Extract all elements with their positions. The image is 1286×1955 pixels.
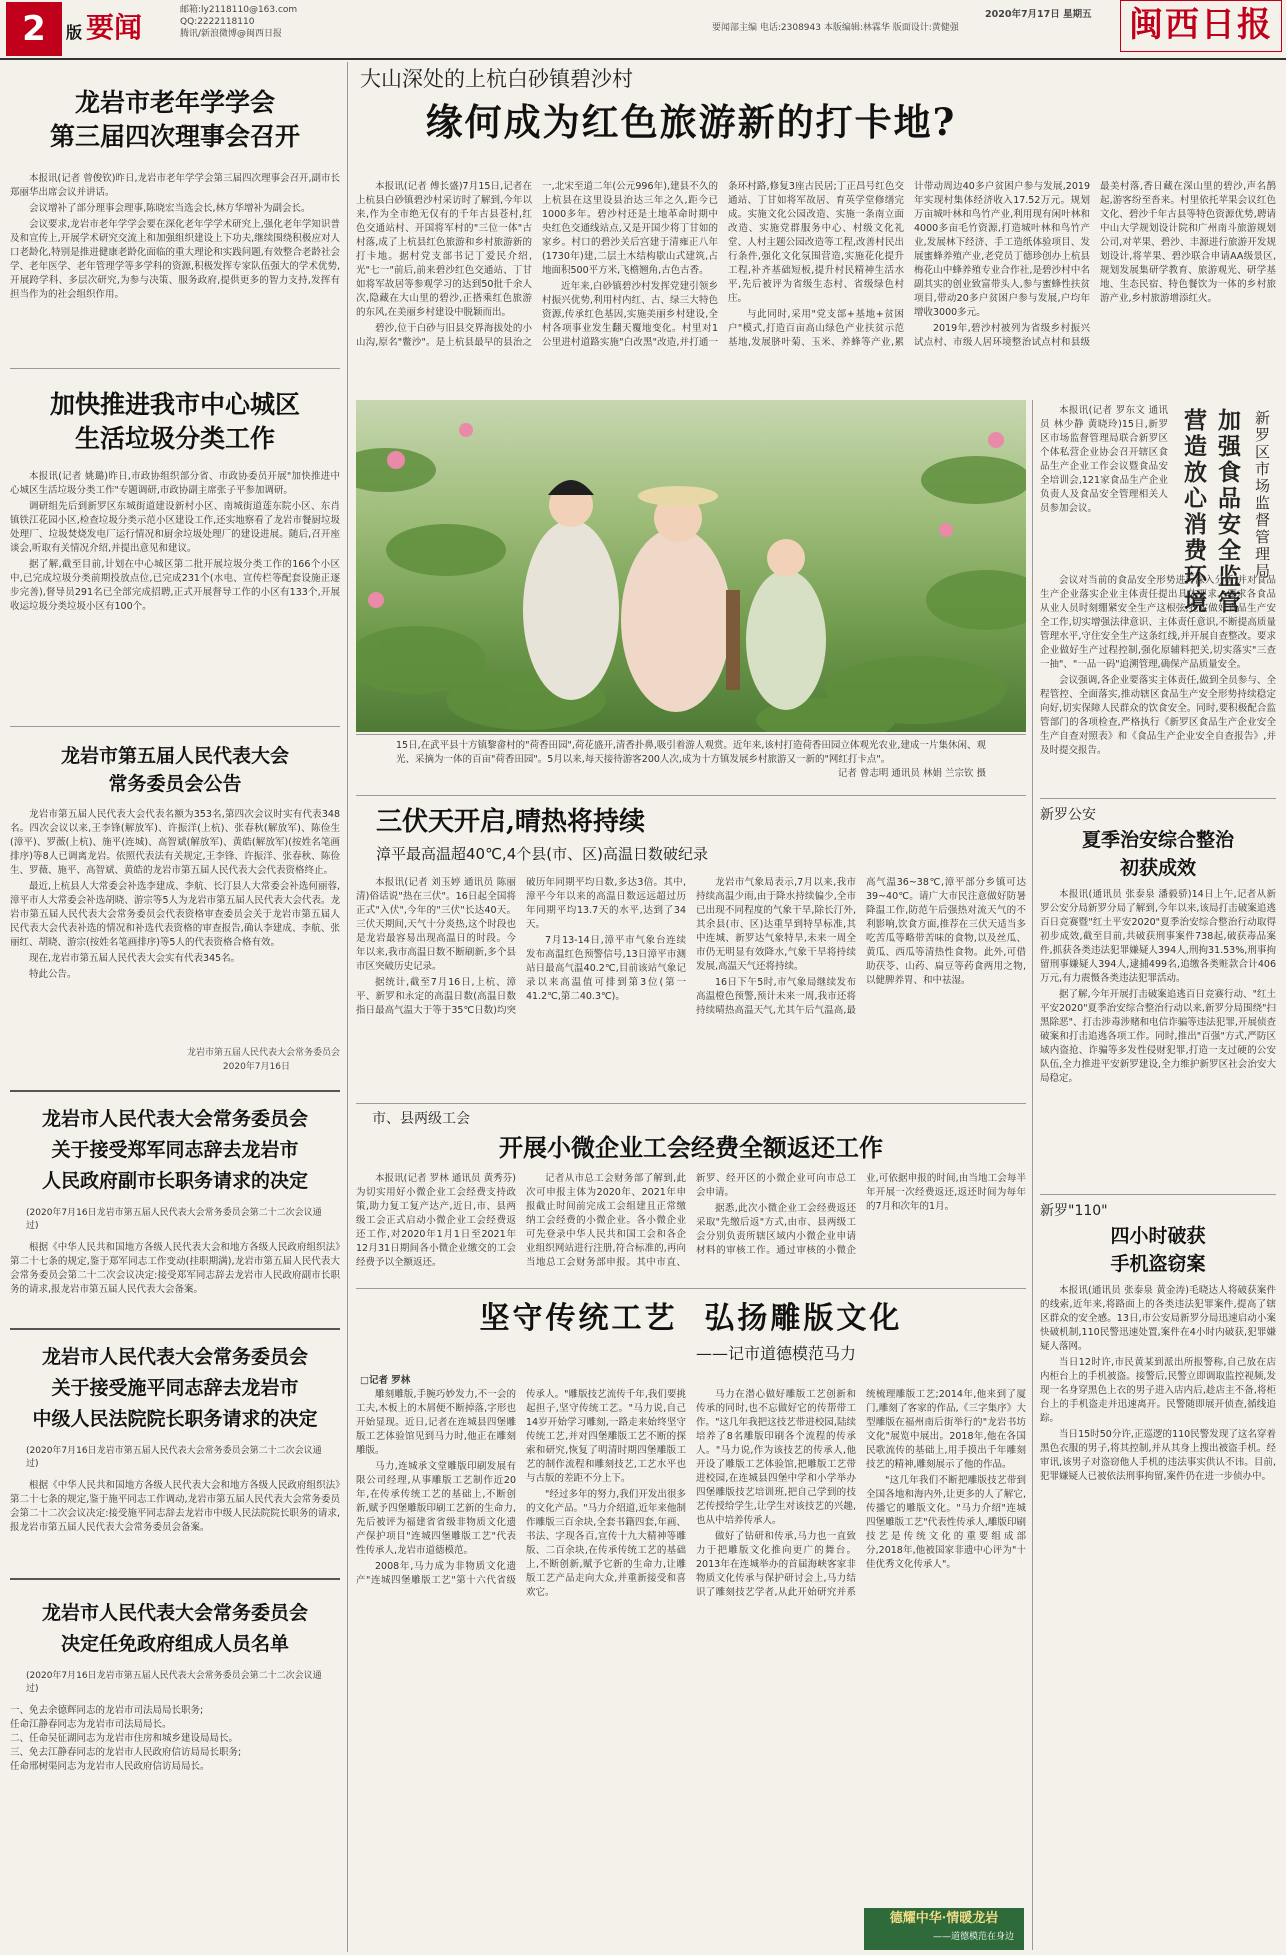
column-divider-left: [347, 62, 348, 1952]
decision1-passed: (2020年7月16日龙岩市第五届人民代表大会常务委员会第二十二次会议通过): [26, 1208, 322, 1231]
section-title: 要闻: [86, 11, 143, 44]
article-phone: [1040, 1200, 1276, 1924]
announcement-date: 2020年7月16日: [222, 1062, 290, 1072]
headline-garbage-2: 生活垃圾分类工作: [74, 424, 275, 453]
divider: [10, 368, 340, 369]
article-elderly: [10, 64, 340, 380]
column-divider-right: [1032, 400, 1033, 1950]
article-security: [1040, 804, 1276, 1192]
decision3-passed: (2020年7月16日龙岩市第五届人民代表大会常务委员会第二十二次会议通过): [26, 1671, 322, 1694]
paragraph: "这几年我们不断把雕版技艺带到全国各地和海内外,让更多的人了解它,传播它的雕版文化。"马力介绍"连城四堡雕版工艺"代表性传承人,雕版印刷技艺是传统文化的重要组成部分,2018年,他被国家非遗中心评为"十佳优秀文化传承人"。: [866, 1475, 1026, 1570]
paragraph: 龙岩市气象局表示,7月以来,我市持续高温少雨,由于降水持续偏少,全市已出现不同程度的气象干旱,除长汀外,其余县(市、区)达重旱到特旱标准,其中连城、新罗达气象特旱,未来一周全市仍无明显有效降水,气象干旱将持续发展,高温天气还将持续。: [696, 877, 856, 972]
header-rule: [0, 58, 1286, 60]
paragraph: 本报讯(记者 姚璐)昨日,市政协组织部分省、市政协委员开展"加快推进中心城区生活垃圾分类工作"专题调研,市政协副主席张子平参加调研。: [10, 471, 340, 496]
list-item: 任命江静春同志为龙岩市司法局局长。: [10, 1719, 172, 1730]
article-union: [356, 1108, 1026, 1166]
headline-decision1-3: 人民政府副市长职务请求的决定: [41, 1170, 308, 1192]
paragraph: 记者从市总工会财务部了解到,此次可申报主体为2020年、2021年申报截止时间前完成工会组建且正常缴纳工会经费的小微企业。各小微企业可先登录中华人民共和国工会和各企业组织网站进行注册,符合标准的,再向当地总工会财务部申报。其中市直、新罗、经开区的小微企业可向市总工会申请。: [526, 1173, 856, 1268]
paragraph: 最近,上杭县人大常委会补选李建成、李航、长汀县人大常委会补选何丽蓉,漳平市人大常委会补选胡晓、游宗等5人为龙岩市第五届人民代表大会代表。龙岩市第五届人民代表大会常务委员会代表资格审查委员会关于龙岩市第五届人民代表大会代表补选的情况和补选代表资格的审查报告,确认李建成、李航、张丽红、胡晓、游宗(按姓名笔画排序)等5人的代表资格合格有效。: [10, 881, 340, 948]
paragraph: 与此同时,采用"党支部+基地+贫困户"模式,打造百亩高山绿色产业扶贫示范基地,发展脐叶菊、玉米、养蜂等产业,累计带动周边40多户贫困户参与发展,2019年实现村集体经济收入17.52万元。规划万亩城叶林和鸟竹产业,利用现有闲叶林和4000多亩毛竹资源,打造城叶林和鸟竹产业,发展林下经济、手工造纸体验项目、发展蜜蜂养殖产业,老党员丁德珍创办上杭县梅花山中蜂养殖专业合作社,是碧沙村中名副其实的创业致富带头人,参与蜜蜂性扶贫项目,带动20多户贫困户参与发展,户均年增收3000多元。: [728, 181, 1090, 348]
caption-text: 15日,在武平县十方镇黎畲村的"荷香田园",荷花盛开,清香扑鼻,吸引着游人观赏。近年来,该村打造荷香田园立体观光农业,建成一片集休闲、观光、采摘为一体的百亩"荷香田园"。5月以来,每天接待游客200人次,成为十方镇发展乡村旅游又一新的"网红打卡点"。: [396, 740, 986, 765]
craft-headline: 坚守传统工艺 弘扬雕版文化: [479, 1301, 903, 1336]
paragraph: 本报讯(记者 刘玉婷 通讯员 陈丽清)俗话说"热在三伏"。16日起全国将正式"入伏",今年的"三伏"长达40天。三伏天期间,天气十分炎热,这个时段也是龙岩最容易出现高温日的时段。今年以来,我市高温日数不断刷新,多个县市区突破历史记录。: [356, 877, 516, 972]
headline-elderly-1: 龙岩市老年学学会: [74, 88, 275, 117]
paragraph: 马力,连城承文堂雕版印刷发展有限公司经理,从事雕版工艺制作近20年,在传承传统工艺的基础上,不断创新,赋予四堡雕版印刷工艺新的生命力,先后被评为福建省省级非物质文化遗产保护项目"连城四堡雕版工艺"代表性传承人,龙岩市道德模范。: [356, 1461, 516, 1556]
page-number: 2: [22, 9, 46, 49]
paragraph: 2019年,碧沙村被列为省级乡村振兴试点村、市级人居环境整治试点村和县级最美村落,香日藏在深山里的碧沙,声名鹊起,游客纷至沓来。村里依托苹果会议红色文化、碧沙千年古县等特色资源优势,聘请中山大学规划设计院和广州南斗旅游规划公司,对苹果、碧沙、丰源进行旅游开发规划设计,将苹果、碧沙联合申请AA级景区,规划发展集研学教育、旅游观光、研学基地、生态民宿、特色餐饮为一体的乡村旅游产业,乡村旅游增添红火。: [914, 181, 1276, 348]
divider: [10, 1578, 340, 1580]
contact-weibo: 腾讯/新浪微博@闽西日报: [180, 29, 283, 39]
paragraph: 据悉,此次小微企业工会经费返还采取"先缴后返"方式,由市、县两级工会分别负责所辖区域内小微企业申请材料的审核工作。通过审核的小微企业,可依据申报的时间,由当地工会每半年开展一次经费返还,返还时间为每年的7月和次年的1月。: [696, 1173, 1026, 1256]
paragraph: 碧沙,位于白砂与旧县交界海拔处的小山沟,原名"鳖沙"。是上杭县最早的县治之一,北宋至道二年(公元996年),建县不久的上杭县在这里设县治达三年之久,距今已1000多年。碧沙村还是土地革命时期中央红色交通线站点,又是开国少将丁甘如的家乡。村口的碧沙关后宫建于清雍正八年(1730年)建,二层土木结构歇山式建筑,占地面积500平方米,飞檐翘角,古色古香。: [356, 181, 718, 348]
security-headline-1: 夏季治安综合整治: [1081, 829, 1234, 851]
paragraph: 会议强调,各企业要落实主体责任,做到全员参与、全程管控、全面落实,推动辖区食品生产安全形势持续稳定向好,切实保障人民群众的饮食安全。同时,要积极配合监管部门的各项检查,严格执行《新罗区食品生产企业安全生产自查对照表》和《食品生产企业安全自查报告》,并及时提交报告。: [1040, 675, 1276, 756]
article-craft: [356, 1296, 1026, 1366]
heat-headline: 三伏天开启,晴热将持续: [376, 807, 646, 837]
headline-decision2-1: 龙岩市人民代表大会常务委员会: [41, 1346, 308, 1368]
editor-meta: 要闻部主编 电话:2308943 本版编辑:林霖华 版面设计:黄健强: [712, 23, 959, 33]
contact-block: [180, 4, 297, 40]
phone-headline-2: 手机盗窃案: [1110, 1253, 1206, 1275]
security-kicker: 新罗公安: [1040, 807, 1096, 823]
craft-body: [356, 1388, 1026, 1908]
paragraph: 7月13-14日,漳平市气象台连续发布高温红色预警信号,13日漳平市测站日最高气温40.2℃,目前该站气象记录以来高温值可排到第3位(第一41.2℃,第二40.3℃)。: [526, 935, 686, 1002]
paragraph: 16日下午5时,市气象局继续发布高温橙色预警,预计未来一周,我市还将持续晴热高温天气,尤其午后气温高,最高气温36~38℃,漳平部分乡镇可达39~40℃。请广大市民注意做好防暑降温工作,防范午后强热对流天气的不利影响,饮食方面,推荐在三伏天适当多吃苦瓜等略带苦味的食物,以及丝瓜、黄瓜、西瓜等清热性食物。此外,可借助茯苓、山药、扁豆等药食两用之物,以健脾养胃、和中祛湿。: [696, 877, 1026, 1016]
article-announcement: [10, 732, 340, 1074]
article-garbage: [10, 372, 340, 728]
masthead-logo: 闽西日报: [1129, 5, 1273, 45]
paragraph: 根据《中华人民共和国地方各级人民代表大会和地方各级人民政府组织法》第二十七条的规定,鉴于施平同志工作调动,龙岩市第五届人民代表大会常务委员会第二十二次会议决定:接受施平同志辞去龙岩市中级人民法院院长职务的请求,报龙岩市第五届人民代表大会常务委员会备案。: [10, 1480, 340, 1533]
paragraph: 会议对当前的食品安全形势进行深入分析,并对食品生产企业落实企业主体责任提出具体要求。要求各食品从业人员时刻绷紧安全生产这根弦,扎实做好食品生产安全工作,切实增强法律意识、主体责任意识,不断提高质量管理水平,守住安全生产这条红线,并开展自查整改。要求企业做好生产过程控制,强化原辅料把关,切实落实"三查一抽"、"一品一码"追溯管理,确保产品质量安全。: [1040, 575, 1276, 670]
paragraph: 会议要求,龙岩市老年学学会要在深化老年学学术研究上,强化老年学知识普及和宣传上,开展学术研究交流上和加强组织建设上下功夫,继续围绕积极应对人口老龄化,特别是推进健康老龄化面临的重大理论和实践问题,有效整合老龄社会学、老年医学、老年管理学等多学科的资源,积极发挥专家队伍强大的学术优势,开展跨学科、多层次研究,为参与决策、服务政府,提供更多的智力支持,发挥有担当作为的社会组织作用。: [10, 219, 340, 300]
article-decision-2: [10, 1334, 340, 1579]
food-headline-2: 营造放心消费环境: [1180, 408, 1207, 616]
food-side-title: 新罗区市场监督管理局: [1253, 410, 1271, 580]
headline-decision2-2: 关于接受施平同志辞去龙岩市: [51, 1377, 299, 1399]
divider: [1040, 798, 1276, 799]
list-item: 一、免去余德辉同志的龙岩市司法局局长职务;: [10, 1705, 204, 1716]
paragraph: 雕刻雕版,手腕巧妙发力,不一会的工夫,木板上的木屑便不断掉落,字形也开始显现。近日,记者在连城县四堡雕版工艺体验馆见到马力时,他正在雕刻雕版。: [356, 1389, 516, 1456]
headline-decision1-2: 关于接受郑军同志辞去龙岩市: [51, 1139, 299, 1161]
page-suffix: 版: [66, 23, 83, 42]
paragraph: 根据《中华人民共和国地方各级人民代表大会和地方各级人民政府组织法》第二十七条的规定,鉴于郑军同志工作变动(挂职期满),龙岩市第五届人民代表大会常务委员会第二十二次会议决定:接受郑军同志辞去龙岩市人民政府副市长职务的请求,报龙岩市第五届人民代表大会备案。: [10, 1242, 340, 1295]
page-number-badge: [6, 2, 62, 56]
divider: [1040, 1194, 1276, 1195]
lotus-scene-illustration: [356, 400, 1026, 732]
paragraph: 当日12时许,市民黄某到派出所报警称,自己放在店内柜台上的手机被盗。接警后,民警立即调取监控视频,发现一名身穿黑色上衣的男子进入店内后,趁店主不备,将柜台上的手机盗走并迅速离开。民警随即展开侦查,循线追踪。: [1040, 1357, 1276, 1424]
union-headline: 开展小微企业工会经费全额返还工作: [499, 1133, 883, 1162]
article-tourism: [356, 62, 1026, 148]
headline-decision1-1: 龙岩市人民代表大会常务委员会: [41, 1108, 308, 1130]
divider: [356, 1103, 1026, 1104]
list-item: 二、任命吴征湖同志为龙岩市住房和城乡建设局局长。: [10, 1733, 239, 1744]
contact-qq: QQ:2222118110: [180, 17, 255, 27]
food-lead: [1040, 404, 1168, 570]
paragraph: 本报讯(记者 傅长盛)7月15日,记者在上杭县白砂镇碧沙村采访时了解到,今年以来,作为全市绝无仅有的千年古县苍村,红色交通站村、开国将军村的"三位一体"古村落,成了上杭县红色旅游和乡村旅游新的打卡地。据村党支部书记丁爱民介绍,光"七一"前后,前来碧沙红色交通站、丁甘如将军故居等参观学习的达到50批千余人次,隐藏在大山里的碧沙,正搭乘红色旅游的东风,在美丽乡村建设中脱颖而出。: [356, 181, 532, 318]
paragraph: "经过多年的努力,我们开发出很多的文化产品。"马力介绍道,近年来他制作雕版三百余块,全套书籍四套,年画、书法、字现各百,宣传十九大精神等雕版、二百余块,在传承传统工艺的基础上,不断创新,赋予它新的生命力,让雕版工艺产品走向大众,并重新接受和喜欢它。: [526, 1489, 686, 1598]
paragraph: 做好了钻研和传承,马力也一直致力于把雕版文化推向更广的舞台。2013年在连城举办的首届海峡客家非物质文化传承与保护研讨会上,马力结识了雕刻技艺学者,从此开始研究并系统梳理雕版工艺;2014年,他来到了厦门,雕刻了客家的作品,《三字集序》大型雕版在福州南后街举行的"龙岩书坊文化"展览中展出。2018年,他在各国民歌流传的基础上,用手摸出千年雕刻技艺的精神,雕刻展示了他的作品。: [696, 1389, 1026, 1598]
headline-announcement-1: 龙岩市第五届人民代表大会: [60, 745, 289, 767]
banner-title: 德耀中华·情暖龙岩: [889, 1911, 999, 1926]
paragraph: 龙岩市第五届人民代表大会代表名额为353名,第四次会议时实有代表348名。四次会议以来,王李锋(解放军)、许振洋(上杭)、张春秋(解放军)、陈俭生(漳平)、罗薇(上杭)、施平(连城)、高智斌(解放军)、黄皓(解放军)(按姓名笔画排序)等8人已调离龙岩。依照代表法有关规定,王李锋、许振洋、张春秋、陈俭生、罗薇、施平、高智斌、黄皓的龙岩市第五届人民代表大会代表资格终止。: [10, 809, 340, 876]
paragraph: 据了解,今年开展打击破案追逃百日竞赛行动、"红土平安2020"夏季治安综合整治行动以来,新罗分局围绕"扫黑除恶"、打击涉毒涉赌和电信诈骗等违法犯罪,开展侦查破案和打击追逃各项工作。同时,推出"百强"方式,严防区域内盗抢、诈骗等多发性侵财犯罪,打造一支过硬的公安队伍,全力推进平安新罗建设,全力维护新罗区社会治安大局稳定。: [1040, 989, 1276, 1084]
caption-credit: 记者 曾志明 通讯员 林娟 兰宗钦 摄: [837, 768, 986, 779]
contact-email: 邮箱:ly2118110@163.com: [180, 5, 298, 15]
announcement-signature: 龙岩市第五届人民代表大会常务委员会: [186, 1048, 340, 1058]
paragraph: 当日15时50分许,正巡逻的110民警发现了这名穿着黑色衣服的男子,将其控制,并从其身上搜出被盗手机。经审讯,该男子对盗窃他人手机的违法事实供认不讳。目前,犯罪嫌疑人已被依法刑事拘留,案件仍在进一步侦办中。: [1040, 1429, 1276, 1482]
banner-subtitle: ——道德模范在身边: [932, 1932, 1014, 1942]
headline-decision3-1: 龙岩市人民代表大会常务委员会: [41, 1602, 308, 1624]
food-headline-1: 加强食品安全监管: [1214, 408, 1241, 616]
tourism-body: [356, 180, 1276, 395]
paragraph: 据了解,截至目前,计划在中心城区第二批开展垃圾分类工作的166个小区中,已完成垃圾分类前期投放点位,已完成231个(水电、宣传栏等配套设施正逐步完善),督导员291名已全部完成招聘,正式开展督导工作的小区有133个,开展收运垃圾分类垃圾小区有100个。: [10, 559, 340, 612]
divider: [356, 795, 1026, 796]
security-headline-2: 初获成效: [1119, 857, 1196, 879]
headline-elderly-2: 第三届四次理事会召开: [49, 122, 300, 151]
heat-body: [356, 876, 1026, 1098]
article-decision-3: [10, 1584, 340, 1824]
union-body: [356, 1172, 1026, 1282]
list-item: 任命邢树渠同志为龙岩市人民政府信访局局长。: [10, 1761, 210, 1772]
divider: [10, 1328, 340, 1330]
craft-subtitle: ——记市道德模范马力: [695, 1344, 856, 1363]
phone-headline-1: 四小时破获: [1110, 1225, 1206, 1247]
decision2-passed: (2020年7月16日龙岩市第五届人民代表大会常务委员会第二十二次会议通过): [26, 1446, 322, 1469]
paragraph: 近年来,白砂镇碧沙村发挥党建引领乡村振兴优势,利用村内红、古、绿三大特色资源,传承红色基因,实施美丽乡村建设,全村各项事业发生翻天覆地变化。村里对1公里进村道路实施"白改黑"改造,并打通一条环村路,修复3座古民居;丁正昌号红色交通站、丁甘如将军故居、育英学堂修缮完成。实施文化公园改造、实施一条南立面改造、实施党群服务中心、村级文化礼堂、人村主题公园改造等工程,改善村民出行条件,强化文化氛围营造,实施花化提升工程,补齐基础短板,提升村民精神生活水平,先后被评为省级生态村、省级绿色村庄。: [542, 181, 904, 348]
paragraph: 马力在潜心做好雕版工艺创新和传承的同时,也不忘做好它的传帮带工作。"这几年我把这技艺带进校园,陆续培养了8名雕版印刷各个流程的传承人。"马力说,作为该技艺的传承人,他开设了雕版工艺体验馆,把雕版工艺带进校园,在连城县四堡中学和小学举办四堡雕版技艺培训班,把自己学到的技艺传授给学生,让学生对该技艺的兴趣,也从中培养传承人。: [696, 1389, 856, 1526]
issue-date: 2020年7月17日 星期五: [985, 9, 1092, 20]
heat-subtitle: 漳平最高温超40℃,4个县(市、区)高温日数破纪录: [376, 845, 708, 863]
paragraph: 本报讯(通讯员 张泰泉 黄金涛)毛晓达人将破获案件的线索,近年来,将路面上的各类违法犯罪案件,提高了辖区群众的安全感。13日,市公安局新罗分局迅速启动小案快破机制,110民警迅速处置,案件在4小时内破获,犯罪嫌疑人落网。: [1040, 1285, 1276, 1352]
list-item: 三、免去江静春同志的龙岩市人民政府信访局局长职务;: [10, 1747, 242, 1758]
moral-banner: [864, 1908, 1024, 1950]
tourism-kicker: 大山深处的上杭白砂镇碧沙村: [360, 67, 633, 91]
headline-decision3-2: 决定任免政府组成人员名单: [60, 1633, 289, 1655]
paragraph: 据统计,截至7月16日,上杭、漳平、新罗和永定的高温日数(高温日数指日最高气温大于等于35℃日数)均突破历年同期平均日数,多达3倍。其中,漳平今年以来的高温日数远远超过历年同期平均13.7天的水平,达到了34天。: [356, 877, 686, 1016]
paragraph: 现在,龙岩市第五届人民代表大会实有代表345名。: [29, 953, 241, 964]
paragraph: 2008年,马力成为非物质文化遗产"连城四堡雕版工艺"第十六代省级传承人。"雕版技艺流传千年,我们要挑起担子,坚守传统工艺。"马力说,自己14岁开始学习雕刻,一路走来始终坚守传统工艺,并对四堡雕版工艺不断的探索和研究,恢复了明清时期四堡雕版工艺的制作流程和雕刻技艺,工艺水平也与古版的差距不分上下。: [356, 1389, 686, 1586]
paragraph: 本报讯(记者 曾俊钦)昨日,龙岩市老年学学会第三届四次理事会召开,副市长郑丽华出席会议并讲话。: [10, 173, 340, 198]
paragraph: 本报讯(记者 罗东文 通讯员 林少静 黄晓玲)15日,新罗区市场监督管理局联合新罗区个体私营企业协会召开辖区食品生产企业工作会议暨食品安全培训会,121家食品生产企业负责人及食品安全管理相关人员参加会议。: [1040, 405, 1168, 514]
divider: [356, 1288, 1026, 1289]
tourism-headline: 缘何成为红色旅游新的打卡地?: [425, 100, 957, 144]
paragraph: 本报讯(通讯员 张泰泉 潘毅骄)14日上午,记者从新罗公安分局新罗分局了解到,今年以来,该局打击破案追逃百日竞赛暨"红土平安2020"夏季治安综合整治行动取得初步成效,截至目前,共破获刑事案件738起,破获毒品案件,抓获各类违法犯罪嫌疑人394人,刑拘31.53%,刑事拘留刑事嫌疑人394人,逮捕499名,追缴各类赃款合计406万元,有力震慑各类违法犯罪活动。: [1040, 889, 1276, 984]
food-body: [1040, 574, 1276, 792]
masthead-box: [1120, 0, 1282, 52]
craft-byline: □记者 罗林: [360, 1375, 411, 1386]
headline-decision2-3: 中级人民法院院长职务请求的决定: [32, 1408, 318, 1430]
photo-caption: [356, 734, 1026, 795]
article-decision-1: [10, 1096, 340, 1341]
headline-garbage-1: 加快推进我市中心城区: [49, 390, 300, 419]
article-heat: [356, 802, 1026, 866]
paragraph: 特此公告。: [29, 969, 77, 980]
paragraph: 本报讯(记者 罗林 通讯员 黄秀芬)为切实用好小微企业工会经费支持政策,助力复工复产达产,近日,市、县两级工会正式启动小微企业工会经费返还工作,对2020年1月1日至2021年12月31日期间各小微企业缴交的工会经费予以全额返还。: [356, 1173, 516, 1268]
lotus-photo: [356, 400, 1026, 732]
phone-kicker: 新罗"110": [1040, 1203, 1108, 1219]
divider: [10, 1090, 340, 1092]
headline-announcement-2: 常务委员会公告: [108, 773, 242, 795]
union-kicker: 市、县两级工会: [372, 1111, 470, 1127]
divider: [10, 726, 340, 727]
paragraph: 会议增补了部分理事会理事,陈晓宏当选会长,林方华增补为副会长。: [29, 203, 311, 214]
paragraph: 调研组先后到新罗区东城街道建设新村小区、南城街道莲东院小区、东肖镇铁江花园小区,检查垃圾分类示范小区建设工作,还实地察看了龙岩市餐厨垃圾处理厂、垃圾焚烧发电厂运行情况和厨余垃圾处理厂的建设进展。随后,召开座谈会,听取有关情况介绍,并提出意见和建议。: [10, 501, 340, 554]
